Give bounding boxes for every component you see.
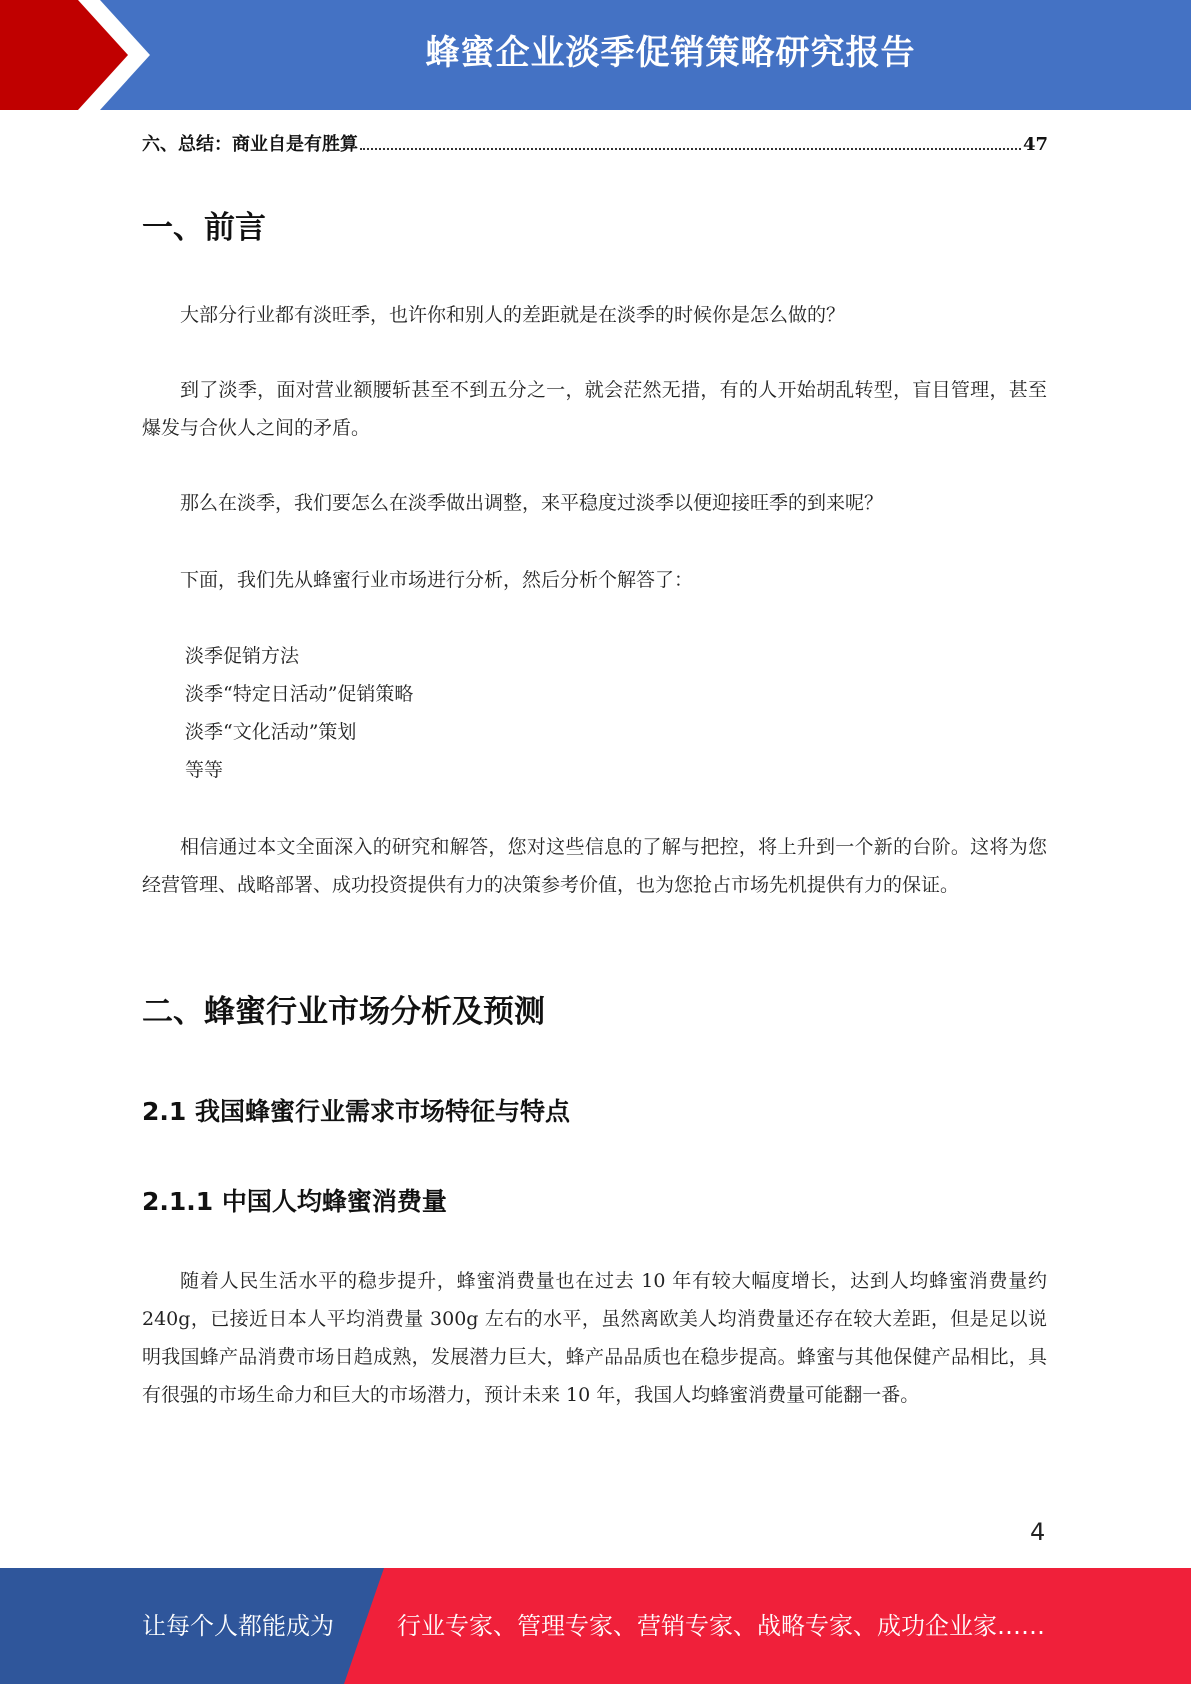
list-item: 淡季“文化活动”策划 (185, 721, 357, 743)
page-number: 4 (1030, 1518, 1046, 1546)
footer-slogan-left: 让每个人都能成为 (142, 1612, 334, 1640)
list-item: 淡季“特定日活动”促销策略 (185, 683, 414, 705)
subsection-heading: 2.1 我国蜂蜜行业需求市场特征与特点 (142, 1097, 570, 1126)
footer-banner (0, 1568, 1191, 1684)
list-item: 等等 (185, 759, 224, 781)
paragraph: 到了淡季，面对营业额腰斩甚至不到五分之一，就会茫然无措，有的人开始胡乱转型，盲目管理，甚至爆发与合伙人之间的矛盾。 (142, 379, 1047, 439)
paragraph: 下面，我们先从蜂蜜行业市场进行分析，然后分析个解答了： (180, 569, 694, 591)
paragraph: 相信通过本文全面深入的研究和解答，您对这些信息的了解与把控，将上升到一个新的台阶。这将为您经营管理、战略部署、成功投资提供有力的决策参考价值，也为您抢占市场先机提供有力的保证。 (142, 836, 1047, 896)
paragraph: 大部分行业都有淡旺季，也许你和别人的差距就是在淡季的时候你是怎么做的？ (180, 304, 846, 326)
header-banner (0, 0, 1191, 110)
toc-entry[interactable] (142, 130, 1048, 158)
section-heading-preface: 一、前言 (142, 210, 266, 246)
paragraph: 那么在淡季，我们要怎么在淡季做出调整，来平稳度过淡季以便迎接旺季的到来呢？ (180, 492, 884, 514)
section-heading-market-analysis: 二、蜂蜜行业市场分析及预测 (142, 994, 545, 1030)
topic-list (185, 637, 413, 789)
subsection-heading: 2.1.1 中国人均蜂蜜消费量 (142, 1187, 447, 1216)
paragraph: 随着人民生活水平的稳步提升，蜂蜜消费量也在过去 10 年有较大幅度增长，达到人均蜂蜜消费量约 240g，已接近日本人平均消费量 300g 左右的水平，虽然离欧美人均消费量还存在较大差距，但是足以说明我国蜂产品消费市场日趋成熟，发展潜力巨大，蜂产品品质也在稳步提高。蜂蜜与其他保健产品相比，具有很强的市场生命力和巨大的市场潜力，预计未来 10 年，我国人均蜂蜜消费量可能翻一番。 (142, 1270, 1047, 1406)
footer-slogan-right: 行业专家、管理专家、营销专家、战略专家、成功企业家…… (397, 1612, 1045, 1640)
list-item: 淡季促销方法 (185, 645, 300, 667)
chevron-arrow-icon (0, 0, 140, 110)
toc-entry-page: 47 (1022, 134, 1048, 155)
toc-entry-label: 六、总结：商业自是有胜算 (142, 134, 358, 155)
toc-leader-dots (360, 147, 1021, 150)
report-title: 蜂蜜企业淡季促销策略研究报告 (425, 33, 916, 73)
